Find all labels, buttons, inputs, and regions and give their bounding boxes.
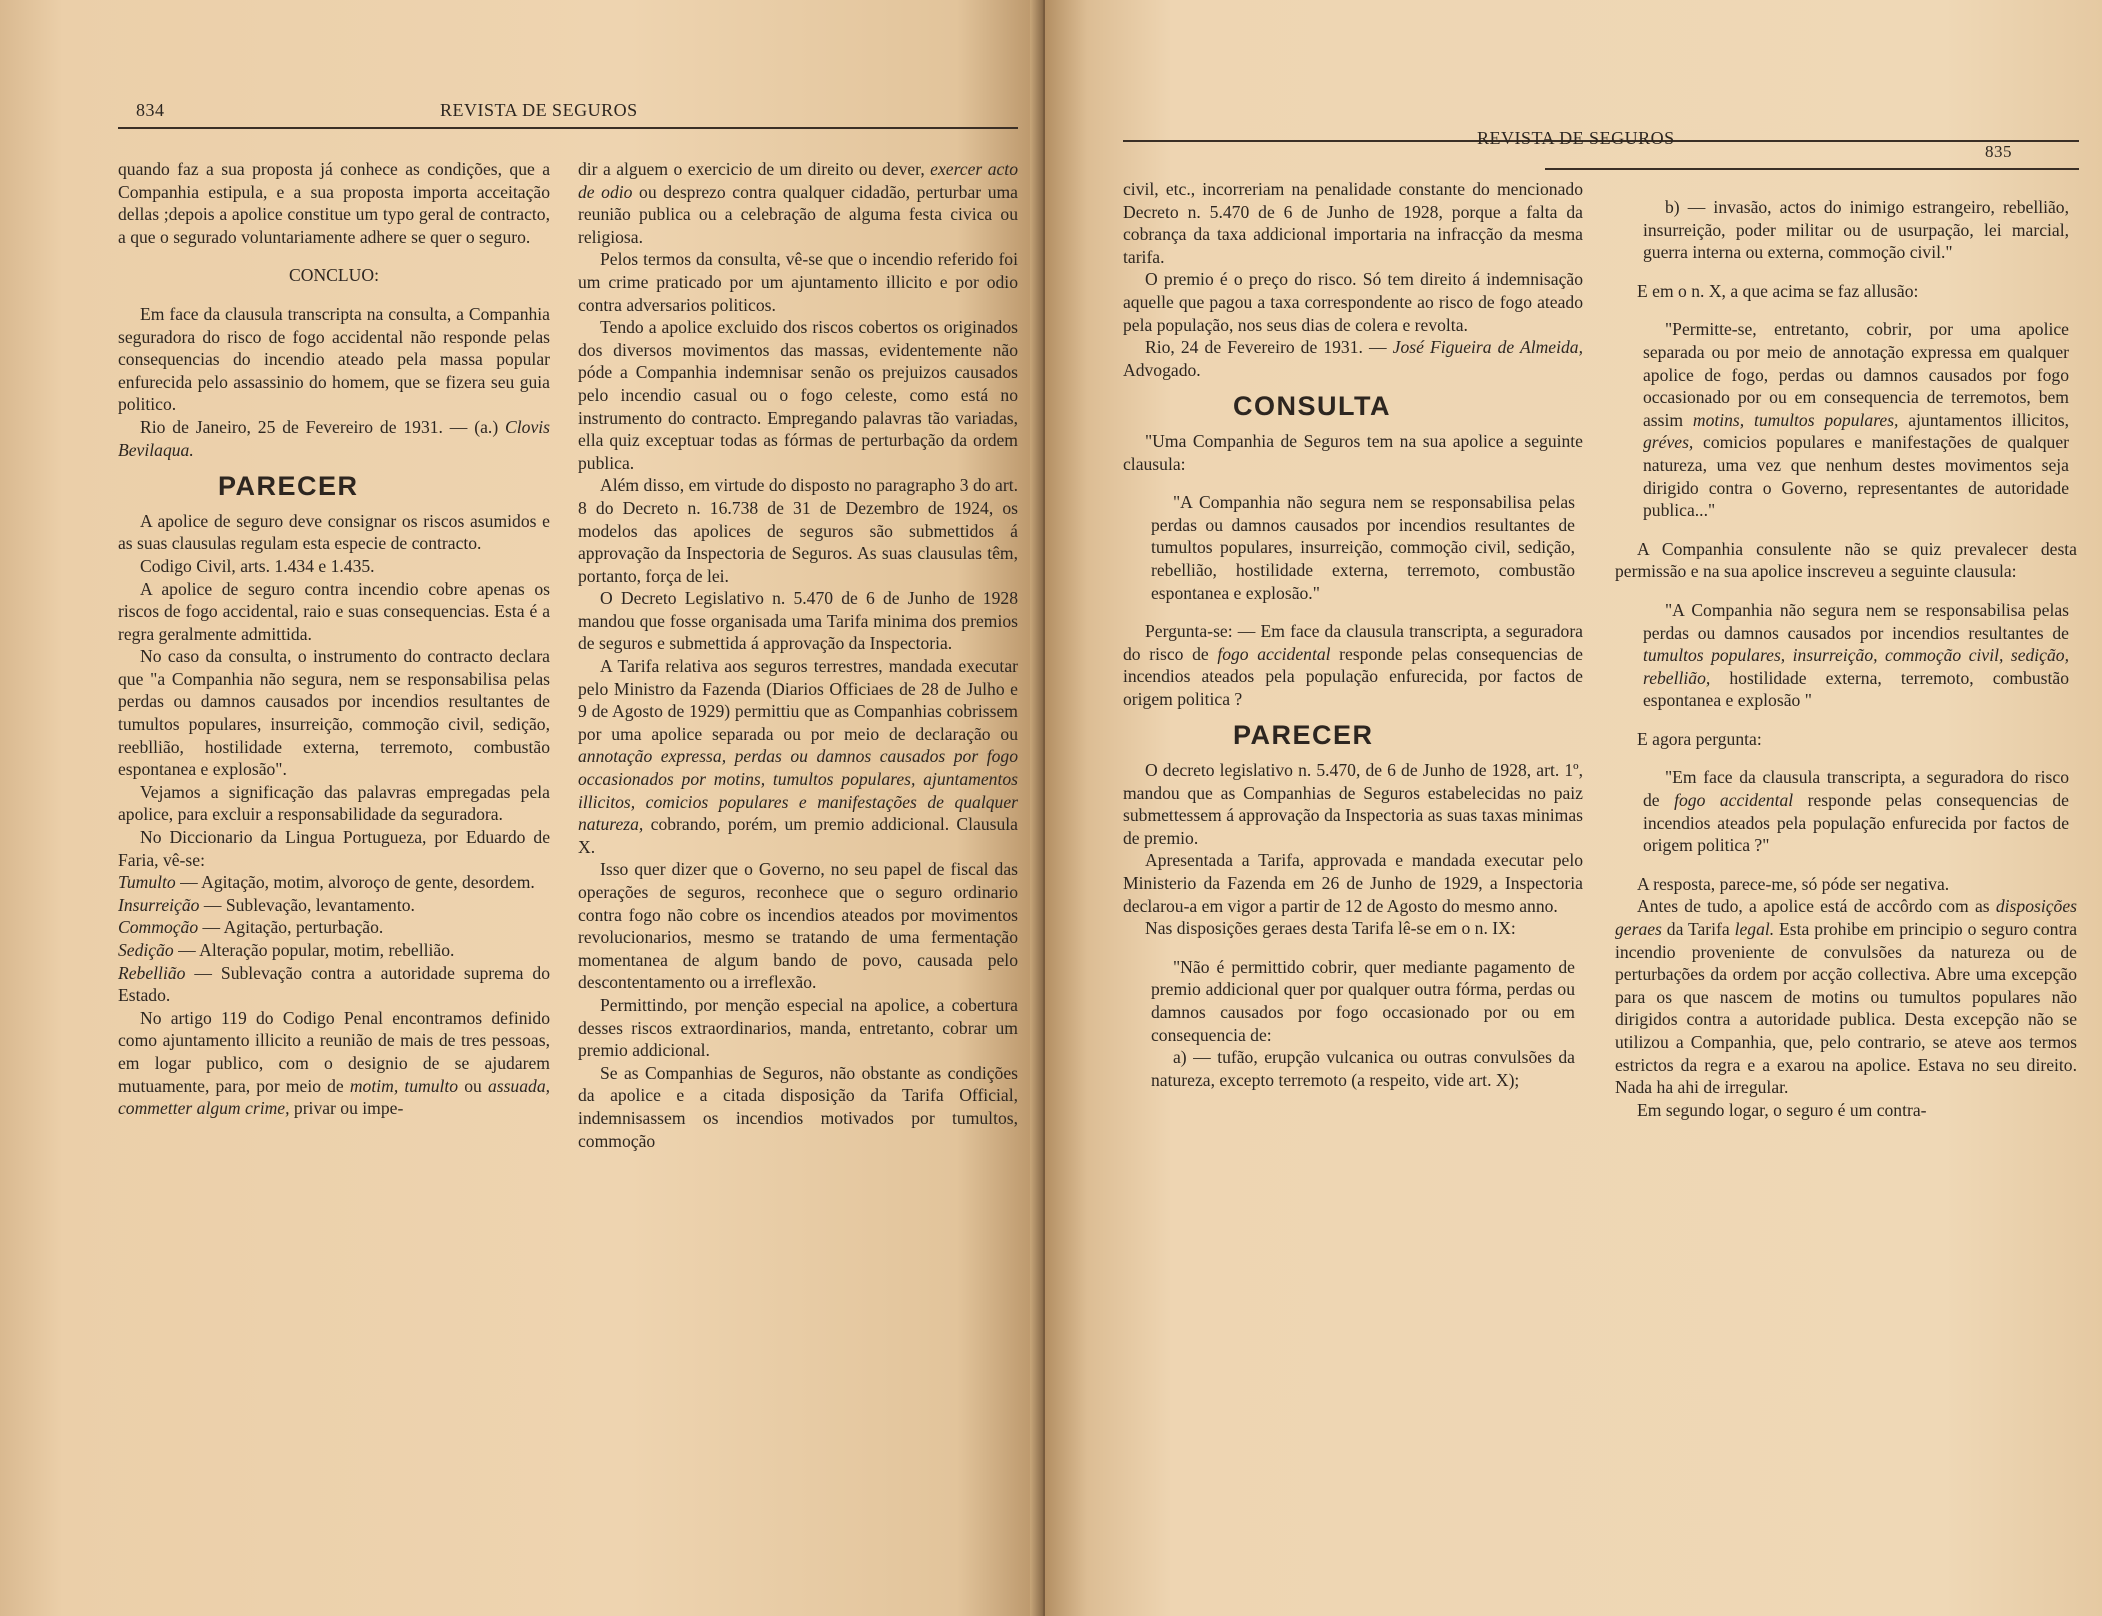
definition: Sedição — Alteração popular, motim, rebellião. xyxy=(118,940,455,960)
author-name: José Figueira de Almeida, xyxy=(1392,337,1583,358)
definition: Rebellião — Sublevação contra a autoridade suprema do Estado. xyxy=(118,962,550,1006)
paragraph: E agora pergunta: xyxy=(1637,728,1762,749)
paragraph: O premio é o preço do risco. Só tem direito á indemnisação aquelle que pagou a taxa correspondente ao risco de fogo ateado pela população, nos seus dias de colera e revolta. xyxy=(1123,269,1583,335)
page-number: 835 xyxy=(1985,142,2012,161)
running-head: REVISTA DE SEGUROS xyxy=(440,100,638,120)
left-column-1 xyxy=(118,158,550,1120)
paragraph: Codigo Civil, arts. 1.434 e 1.435. xyxy=(140,555,375,576)
paragraph: Em segundo logar, o seguro é um contra- xyxy=(1637,1099,1927,1120)
section-label: CONCLUO: xyxy=(289,265,379,286)
signature-line: Rio de Janeiro, 25 de Fevereiro de 1931. — (a.) Clovis Bevilaqua. xyxy=(118,416,550,460)
paragraph: civil, etc., incorreriam na penalidade constante do mencionado Decreto n. 5.470 de 6 de Junho de 1928, porque a falta da cobrança da taxa addicional importaria na infracção da mesma tarifa. xyxy=(1123,179,1583,267)
quotation: "A Companhia não segura nem se responsabilisa pelas perdas ou damnos causados por incendios resultantes de tumultos populares, insurreição, commoção civil, sedição, rebellião, hostilidade externa, terremoto, combustão espontanea e explosão." xyxy=(1151,492,1575,603)
paragraph: Apresentada a Tarifa, approvada e mandada executar pelo Ministerio da Fazenda em 26 de Junho de 1929, a Inspectoria declarou-a em vigor a partir de 12 de Agosto do mesmo anno. xyxy=(1123,850,1583,916)
paragraph: Permittindo, por menção especial na apolice, a cobertura desses riscos extraordinarios, manda, entretanto, cobrar um premio addicional. xyxy=(578,994,1018,1061)
page-number: 834 xyxy=(136,100,165,120)
running-head: REVISTA DE SEGUROS xyxy=(1477,128,1675,148)
paragraph: A apolice de seguro contra incendio cobre apenas os riscos de fogo accidental, raio e suas consequencias. Esta é a regra geralmente admittida. xyxy=(118,578,550,644)
header-rule xyxy=(118,127,1018,129)
paragraph: Vejamos a significação das palavras empregadas pela apolice, para excluir a responsabilidade da seguradora. xyxy=(118,781,550,825)
quotation: b) — invasão, actos do inimigo estrangeiro, rebellião, insurreição, poder militar ou de usurpação, lei marcial, guerra interna ou externa, commoção civil." xyxy=(1643,197,2069,263)
quotation: "Em face da clausula transcripta, a seguradora do risco de fogo accidental responde pelas consequencias de incendios ateados pela população enfurecida por factos de origem politica ?" xyxy=(1643,767,2069,856)
section-heading: PARECER xyxy=(218,471,359,502)
quotation: "A Companhia não segura nem se responsabilisa pelas perdas ou damnos causados por incendios resultantes de tumultos populares, insurreição, commoção civil, sedição, rebellião, hostilidade externa, terremoto, combustão espontanea e explosão " xyxy=(1643,599,2069,711)
section-heading: PARECER xyxy=(1233,720,1374,751)
paragraph: A Companhia consulente não se quiz prevalecer desta permissão e na sua apolice inscreveu a seguinte clausula: xyxy=(1615,538,2077,582)
paragraph: No caso da consulta, o instrumento do contracto declara que "a Companhia não segura, nem se responsabilisa pelas perdas ou damnos causados por incendios resultantes de tumultos populares, insurreição, commoção civil, sedição, reebllião, hostilidade externa, terremoto, combustão espontanea e explosão". xyxy=(118,646,550,780)
paragraph: Em face da clausula transcripta na consulta, a Companhia seguradora do risco de fogo accidental não responde pelas consequencias do incendio ateado pela massa popular enfurecida pelo assassinio do homem, que se fizera seu guia politico. xyxy=(118,303,550,415)
paragraph: Antes de tudo, a apolice está de accôrdo com as disposições geraes da Tarifa legal. Esta prohibe em principio o seguro contra incendio proveniente de convulsões da natureza ou de perturbações da ordem por acção collectiva. Abre uma excepção para os que nascem de motins ou tumultos populares não dirigidos contra a autoridade publica. Desta excepção não se utilizou a Companhia, que, pelo contrario, se ateve aos termos estrictos da regra e a exarou na apolice. Estava no seu direito. Nada ha ahi de irregular. xyxy=(1615,896,2078,1098)
paragraph: Isso quer dizer que o Governo, no seu papel de fiscal das operações de seguros, reconhece que o seguro ordinario contra fogo não cobre os incendios ateados por movimentos revolucionarios, mesmo se tratando de uma fermentação momentanea de algum bando de povo, causada pelo descontentamento ou a irreflexão. xyxy=(578,859,1018,993)
quotation: a) — tufão, erupção vulcanica ou outras convulsões da natureza, excepto terremoto (a respeito, vide art. X); xyxy=(1151,1047,1575,1090)
author-name: Clovis Bevilaqua. xyxy=(118,416,550,460)
paragraph: Tendo a apolice excluido dos riscos cobertos os originados dos diversos movimentos das massas, evidentemente não póde a Companhia indemnisar senão os prejuizos causados pelo incendio casual ou o fogo celeste, como está no instrumento do contracto. Empregando palavras tão variadas, ella quiz exceptuar todas as fórmas de perturbação da ordem publica. xyxy=(578,317,1018,473)
paragraph: dir a alguem o exercicio de um direito ou dever, exercer acto de odio ou desprezo contra qualquer cidadão, perturbar uma reunião publica ou a celebração de alguma festa civica ou religiosa. xyxy=(578,159,1018,247)
definition: Insurreição — Sublevação, levantamento. xyxy=(118,894,415,915)
definition: Commoção — Agitação, perturbação. xyxy=(118,917,384,938)
paragraph: A apolice de seguro deve consignar os riscos asumidos e as suas clausulas regulam esta especie de contracto. xyxy=(118,510,550,554)
signature-line: Rio, 24 de Fevereiro de 1931. — José Figueira de Almeida, Advogado. xyxy=(1123,337,1583,380)
right-page xyxy=(1045,0,2102,1616)
header-rule xyxy=(1545,168,2079,170)
paragraph: Se as Companhias de Seguros, não obstante as condições da apolice e a citada disposição da Tarifa Official, indemnisassem os incendios motivados por tumultos, commoção xyxy=(578,1062,1018,1151)
section-heading: CONSULTA xyxy=(1233,391,1391,422)
left-column-2 xyxy=(578,158,1018,1152)
paragraph: O decreto legislativo n. 5.470, de 6 de Junho de 1928, art. 1º, mandou que as Companhias de Seguros estabelecidas no paiz submettessem á approvação da Inspectoria as suas taxas minimas de premio. xyxy=(1123,760,1583,848)
paragraph: Além disso, em virtude do disposto no paragrapho 3 do art. 8 do Decreto n. 16.738 de 31 de Dezembro de 1924, os modelos das apolices de seguros são submettidos á approvação da Inspectoria de Seguros. As suas clausulas têm, portanto, força de lei. xyxy=(578,475,1018,586)
paragraph: E em o n. X, a que acima se faz allusão: xyxy=(1637,280,1919,301)
paragraph: A resposta, parece-me, só póde ser negativa. xyxy=(1637,873,1950,894)
quotation: "Não é permittido cobrir, quer mediante pagamento de premio addicional quer por qualquer outra fórma, perdas ou damnos causados por fogo occasionado por ou em consequencia de: xyxy=(1151,956,1575,1045)
paragraph: "Uma Companhia de Seguros tem na sua apolice a seguinte clausula: xyxy=(1123,430,1583,474)
paragraph: Pergunta-se: — Em face da clausula transcripta, a seguradora do risco de fogo accidental responde pelas consequencias de incendios ateados pela população enfurecida, por factos de origem politica ? xyxy=(1123,621,1583,709)
left-page xyxy=(0,0,1040,1616)
paragraph: No artigo 119 do Codigo Penal encontramos definido como ajuntamento illicito a reunião de mais de tres pessoas, em logar publico, com o designio de se ajudarem mutuamente, para, por meio de motim, tumulto ou assuada, commetter algum crime, privar ou impe- xyxy=(118,1007,551,1119)
quotation: "Permitte-se, entretanto, cobrir, por uma apolice separada ou por meio de annotação expressa em qualquer apolice de fogo, perdas ou damnos causados por fogo occasionado por ou em consequencia de terremotos, bem assim motins, tumultos populares, ajuntamentos illicitos, gréves, comicios populares e manifestações de qualquer natureza, uma vez que nenhum destes movimentos seja dirigido contra o Governo, representantes de autoridade publica..." xyxy=(1643,319,2069,521)
right-column-1 xyxy=(1123,178,1583,1091)
paragraph: A Tarifa relativa aos seguros terrestres, mandada executar pelo Ministro da Fazenda (Diarios Officiaes de 28 de Julho e 9 de Agosto de 1929) permittiu que as Companhias cobrissem por uma apolice separada ou por meio de declaração ou annotação expressa, perdas ou damnos causados por fogo occasionados por motins, tumultos populares, ajuntamentos illicitos, comicios populares e manifestações de qualquer natureza, cobrando, porém, um premio addicional. Clausula X. xyxy=(578,656,1018,857)
paragraph: quando faz a sua proposta já conhece as condições, que a Companhia estipula, e a sua proposta importa acceitação dellas ;depois a apolice constitue um typo geral de contracto, a que o segurado voluntariamente adhere se quer o seguro. xyxy=(118,159,550,247)
definition: Tumulto — Agitação, motim, alvoroço de gente, desordem. xyxy=(118,872,535,893)
paragraph: Pelos termos da consulta, vê-se que o incendio referido foi um crime praticado por um ajuntamento illicito e por odio contra adversarios politicos. xyxy=(578,249,1018,315)
paragraph: O Decreto Legislativo n. 5.470 de 6 de Junho de 1928 mandou que fosse organisada uma Tarifa minima dos premios de seguros e submettida á approvação da Inspectoria. xyxy=(578,588,1018,654)
paragraph: Nas disposições geraes desta Tarifa lê-se em o n. IX: xyxy=(1145,918,1516,939)
paragraph: No Diccionario da Lingua Portugueza, por Eduardo de Faria, vê-se: xyxy=(118,827,550,870)
right-column-2 xyxy=(1615,196,2077,1121)
